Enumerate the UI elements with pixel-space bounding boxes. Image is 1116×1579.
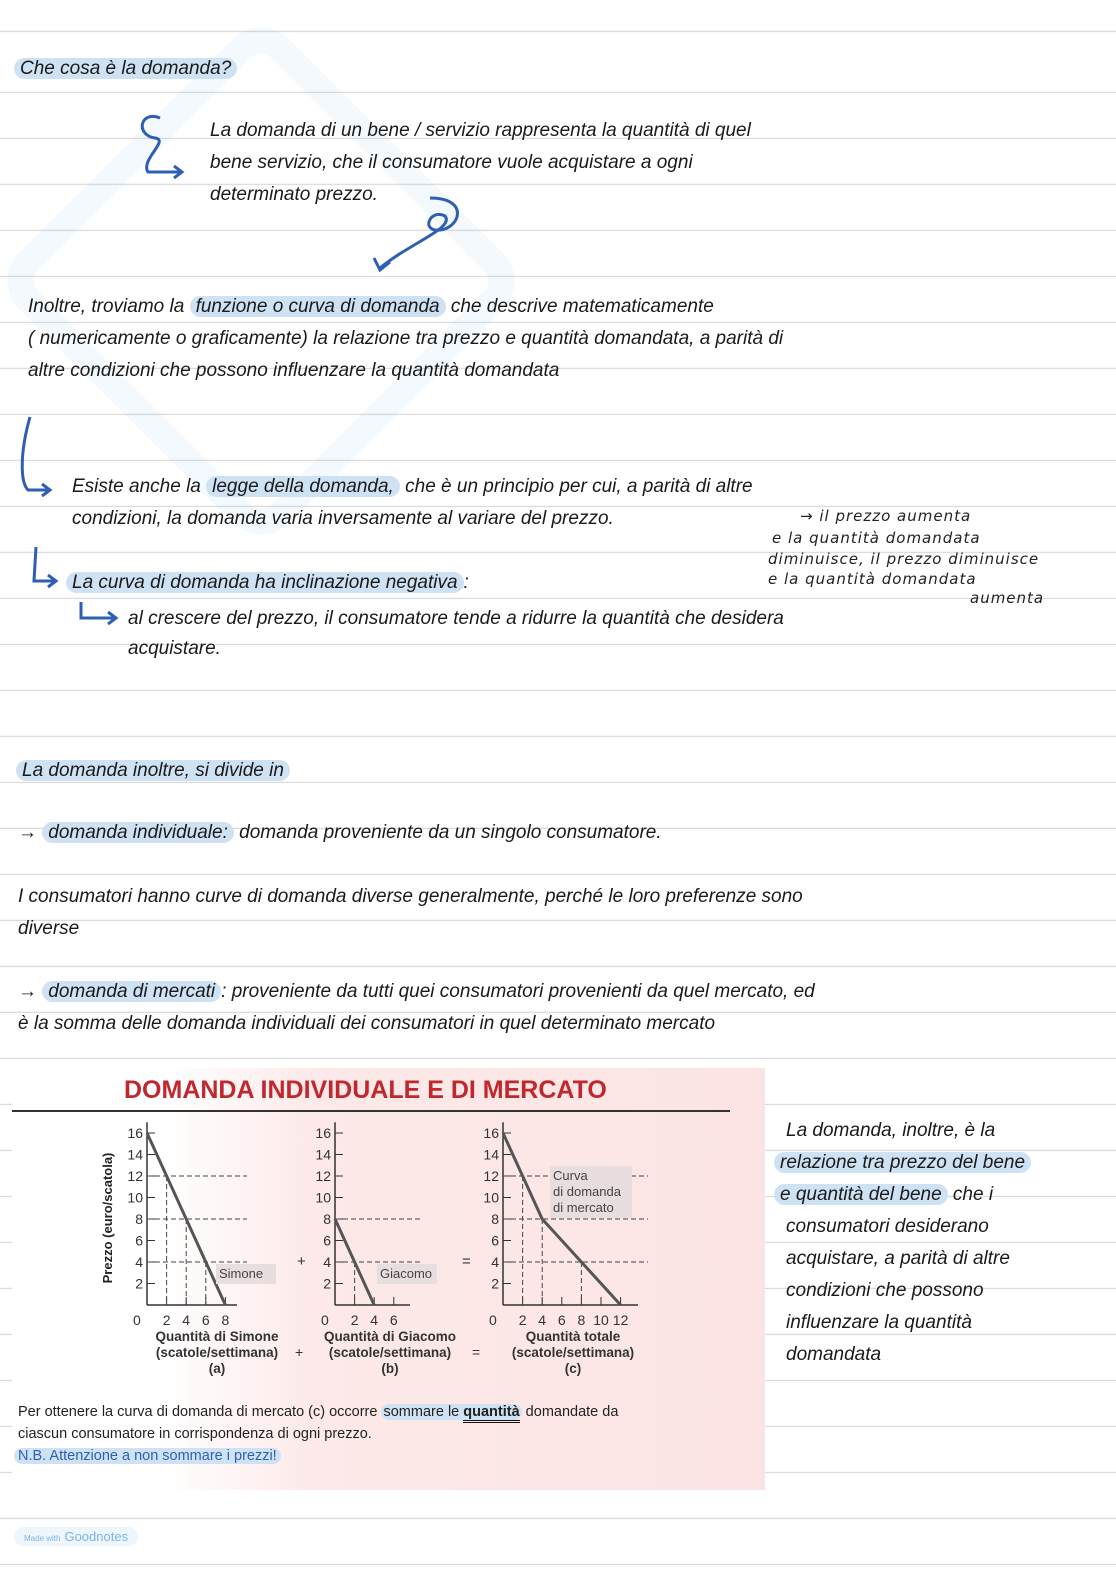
definition-line: determinato prezzo. xyxy=(210,184,378,205)
side-text: La domanda, inoltre, è la xyxy=(786,1120,996,1141)
y-tick-label: 16 xyxy=(127,1125,143,1141)
text-line: altre condizioni che possono influenzare la quantità domandata xyxy=(28,360,560,381)
handwritten-note: aumenta xyxy=(970,589,1045,607)
side-text: consumatori desiderano xyxy=(786,1216,989,1237)
side-text: influenzare la quantità xyxy=(786,1312,972,1333)
section-heading: La domanda inoltre, si divide in xyxy=(16,760,290,781)
definition-line: bene servizio, che il consumatore vuole acquistare a ogni xyxy=(210,152,693,173)
text: Inoltre, troviamo la xyxy=(28,296,190,317)
highlight-law-of-demand: legge della domanda, xyxy=(206,476,400,497)
x-tick-label: 6 xyxy=(201,1312,210,1328)
side-highlight: e quantità del bene xyxy=(774,1184,948,1205)
y-tick-label: 2 xyxy=(135,1275,143,1292)
side-row xyxy=(774,1184,993,1206)
y-tick-label: 12 xyxy=(315,1168,331,1184)
text: che è un principio per cui, a parità di altre xyxy=(399,476,753,497)
text-line: è la somma delle domanda individuali dei consumatori in quel determinato mercato xyxy=(18,1013,716,1034)
x-tick-label: 6 xyxy=(557,1312,566,1328)
definition-line: La domanda di un bene / servizio rappresenta la quantità di quel xyxy=(210,120,751,141)
caption-text: Per ottenere la curva di domanda di mercato (c) occorre xyxy=(18,1404,382,1420)
equals-sign: = xyxy=(462,1253,471,1270)
y-tick-label: 2 xyxy=(323,1275,331,1292)
text-line: condizioni, la domanda varia inversamente al variare del prezzo. xyxy=(72,508,614,529)
y-tick-label: 8 xyxy=(323,1211,331,1227)
caption-text: domandate da xyxy=(521,1404,619,1420)
badge-brand: Goodnotes xyxy=(64,1529,129,1544)
watermark xyxy=(0,11,531,551)
y-tick-label: 12 xyxy=(127,1168,143,1184)
x-tick-label: 4 xyxy=(370,1312,379,1328)
panel-label: (a) xyxy=(208,1361,226,1376)
y-tick-label: 10 xyxy=(315,1189,331,1206)
question-row xyxy=(14,58,237,80)
y-tick-label: 16 xyxy=(483,1125,499,1141)
x-tick-label: 2 xyxy=(350,1312,359,1328)
side-text: condizioni che possono xyxy=(786,1280,984,1301)
x-axis-unit: (scatole/settimana) xyxy=(328,1345,452,1360)
highlight-individual-demand: domanda individuale: xyxy=(42,822,234,843)
text-row xyxy=(66,572,469,594)
caption-note: N.B. Attenzione a non sommare i prezzi! xyxy=(14,1448,281,1464)
text-row xyxy=(18,981,815,1003)
x-tick-label: 8 xyxy=(221,1312,230,1328)
equals-sign: = xyxy=(472,1344,481,1360)
x-tick-label: 4 xyxy=(182,1312,191,1328)
text-row xyxy=(18,822,662,844)
caption-text: sommare le xyxy=(383,1404,464,1420)
x-tick-label: 0 xyxy=(489,1312,497,1328)
y-tick-label: 10 xyxy=(127,1189,143,1206)
series-label: di domanda xyxy=(553,1184,621,1199)
x-axis-unit: (scatole/settimana) xyxy=(511,1345,635,1360)
side-text: acquistare, a parità di altre xyxy=(786,1248,1010,1269)
y-tick-label: 4 xyxy=(135,1254,143,1270)
y-tick-label: 2 xyxy=(491,1275,499,1292)
text-row xyxy=(72,476,753,498)
caption-quantity: quantità xyxy=(463,1404,519,1423)
y-tick-label: 12 xyxy=(483,1168,499,1184)
y-tick-label: 8 xyxy=(491,1211,499,1227)
arrow-icon: → xyxy=(18,822,37,843)
handwritten-note: e la quantità domandata xyxy=(768,570,977,588)
text: : proveniente da tutti quei consumatori provenienti da quel mercato, ed xyxy=(221,981,815,1002)
handwritten-note: diminuisce, il prezzo diminuisce xyxy=(768,550,1040,568)
x-tick-label: 0 xyxy=(321,1312,329,1328)
handwritten-note: e la quantità domandata xyxy=(772,529,981,547)
caption-highlight xyxy=(381,1404,521,1420)
text: che descrive matematicamente xyxy=(445,296,714,317)
x-tick-label: 6 xyxy=(389,1312,398,1328)
y-tick-label: 14 xyxy=(315,1146,331,1163)
text-row xyxy=(28,296,714,318)
panel-label: (c) xyxy=(564,1361,582,1376)
y-tick-label: 16 xyxy=(315,1125,331,1141)
arrow-icon: → xyxy=(18,981,37,1002)
divider xyxy=(12,1110,730,1112)
text-row xyxy=(16,760,290,782)
text-line: al crescere del prezzo, il consumatore tende a ridurre la quantità che desidera xyxy=(128,608,784,629)
highlight-demand-curve: funzione o curva di domanda xyxy=(190,296,446,317)
x-axis-unit: (scatole/settimana) xyxy=(155,1345,279,1360)
series-label: di mercato xyxy=(553,1200,614,1215)
text-line: I consumatori hanno curve di domanda diverse generalmente, perché le loro preferenze sono xyxy=(18,886,803,907)
y-tick-label: 8 xyxy=(135,1211,143,1227)
y-tick-label: 4 xyxy=(323,1254,331,1270)
plus-sign: + xyxy=(297,1253,306,1270)
y-tick-label: 14 xyxy=(127,1146,143,1163)
x-tick-label: 0 xyxy=(133,1312,141,1328)
demand-figure xyxy=(12,1068,765,1490)
side-row xyxy=(774,1152,1031,1174)
text: : xyxy=(463,572,469,593)
text: domanda proveniente da un singolo consumatore. xyxy=(233,822,662,843)
figure-title: DOMANDA INDIVIDUALE E DI MERCATO xyxy=(124,1076,607,1104)
x-tick-label: 12 xyxy=(612,1312,629,1328)
x-axis-label: Quantità totale xyxy=(525,1329,621,1344)
y-tick-label: 10 xyxy=(483,1189,499,1206)
series-label: Giacomo xyxy=(380,1266,433,1281)
y-axis-label: Prezzo (euro/scatola) xyxy=(100,1152,115,1284)
arrow-icon xyxy=(76,600,126,630)
highlight-market-demand: domanda di mercati xyxy=(42,981,221,1002)
curved-arrow-icon xyxy=(130,110,200,190)
text: Esiste anche la xyxy=(72,476,207,497)
x-tick-label: 2 xyxy=(162,1312,171,1328)
side-highlight: relazione tra prezzo del bene xyxy=(774,1152,1031,1173)
y-tick-label: 14 xyxy=(483,1146,499,1163)
y-tick-label: 6 xyxy=(491,1232,499,1249)
goodnotes-badge xyxy=(14,1527,138,1546)
side-text: domandata xyxy=(786,1344,882,1365)
badge-text: Made with xyxy=(24,1534,61,1543)
question-heading: Che cosa è la domanda? xyxy=(14,58,237,79)
y-tick-label: 6 xyxy=(323,1232,331,1249)
y-tick-label: 6 xyxy=(135,1232,143,1249)
series-label: Simone xyxy=(219,1266,264,1281)
loop-arrow-icon xyxy=(360,188,470,278)
x-tick-label: 2 xyxy=(518,1312,527,1328)
x-tick-label: 8 xyxy=(577,1312,586,1328)
charts xyxy=(12,1118,765,1388)
x-axis-label: Quantità di Simone xyxy=(155,1329,279,1344)
x-axis-label: Quantità di Giacomo xyxy=(323,1329,457,1344)
arrow-icon xyxy=(28,545,68,590)
side-text: che i xyxy=(952,1184,994,1205)
highlight-negative-slope: La curva di domanda ha inclinazione negativa xyxy=(66,572,464,593)
text-line: ( numericamente o graficamente) la relazione tra prezzo e quantità domandata, a parità di xyxy=(28,328,784,349)
caption-row xyxy=(18,1404,618,1420)
plus-sign: + xyxy=(295,1344,304,1360)
x-tick-label: 10 xyxy=(593,1312,609,1328)
y-tick-label: 4 xyxy=(491,1254,499,1270)
arrow-icon xyxy=(18,412,58,502)
x-tick-label: 4 xyxy=(538,1312,547,1328)
text-line: diverse xyxy=(18,918,80,939)
panel-label: (b) xyxy=(381,1361,399,1376)
text-line: acquistare. xyxy=(128,638,221,659)
caption-text: ciascun consumatore in corrispondenza di ogni prezzo. xyxy=(18,1426,372,1442)
series-label: Curva xyxy=(553,1168,588,1183)
handwritten-note: → il prezzo aumenta xyxy=(800,507,972,525)
